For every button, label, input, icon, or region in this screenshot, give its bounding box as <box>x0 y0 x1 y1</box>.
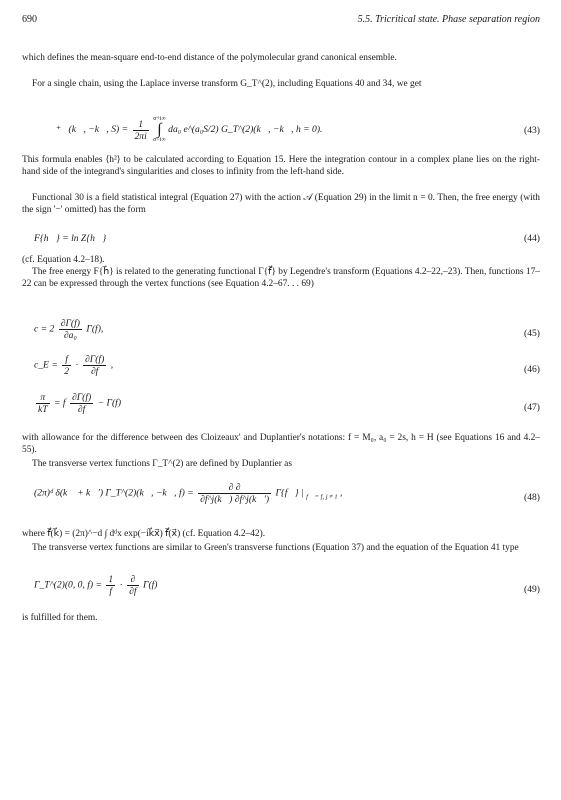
eq43-number: (43) <box>524 125 540 136</box>
paragraph: which defines the mean-square end-to-end distance of the polymolecular grand canonical ensemble. <box>22 53 397 63</box>
eq47-number: (47) <box>524 402 540 413</box>
eq48-condition: f⃗ = f, j ≠ 1 <box>306 493 338 501</box>
equation-47: $\frac{\pi}{kT}$ = f $\frac{\partial\Gamma(f)}{\partial f}$ − Γ(f) (47) <box>38 392 540 415</box>
paragraph: is fulfilled for them. <box>22 613 98 623</box>
paragraph: (cf. Equation 4.2–18). <box>22 255 105 265</box>
paragraph: where f⃗(k⃗) = (2π)^−d ∫ dᵈx exp(−ik⃗x⃗) f⃗(x⃗) (cf. Equation 4.2–42). <box>22 529 266 539</box>
eq43-integrand: da₀ e^(a₀S/2) G_T^(2)(k⃗, −k⃗, h = 0). <box>168 124 323 136</box>
eq44-body: F{h⃗} = ln Z{h⃗} <box>34 233 107 244</box>
equation-45: c = 2 $\frac{\partial\Gamma(f)}{\text{∂a₀}}$ Γ(f), (45) <box>34 318 540 341</box>
eq43-lhs: ⁺ℨ(k⃗, −k⃗, S) = <box>56 124 129 136</box>
eq43-coef-num: 1 <box>133 119 149 131</box>
page-number: 690 <box>22 14 37 25</box>
paragraph: Functional 30 is a field statistical integral (Equation 27) with the action 𝒜 (Equation 29) in the limit n = 0. Then, the free energy (with the sign '−' omitted) has the form <box>22 193 540 215</box>
integral-sign: σ+i∞ ∫ σ−i∞ <box>153 116 166 143</box>
paragraph: with allowance for the difference between des Cloizeaux' and Duplantier's notations: f = M₀, a₀ = 2s, h = H (see Equations 16 and 4.2–55). <box>22 433 540 455</box>
paragraph: This formula enables ⟨h²⟩ to be calculated according to Equation 15. Here the integration contour in a complex plane lies on the right-hand side of the integrand's singularities and closes to infinity from the left-hand side. <box>22 155 540 177</box>
eq45-number: (45) <box>524 328 540 339</box>
eq49-number: (49) <box>524 584 540 595</box>
page-header <box>22 14 540 28</box>
eq46-number: (46) <box>524 364 540 375</box>
paragraph: For a single chain, using the Laplace inverse transform G_T^(2), including Equations 40 and 34, we get <box>32 79 422 89</box>
equation-43 <box>22 112 540 148</box>
equation-44 <box>22 232 540 248</box>
equation-48: (2π)ᵈ δ(k⃗ + k⃗′) Γ_T^(2)(k⃗, −k⃗, f) = $\frac{\partial \partial}{\partial f\^{}j(k⃗) \partial f\^{}j(k⃗')}$ Γ{f⃗} | $_{f⃗ = f, j \ne 1}$ , (48) <box>34 482 540 505</box>
eq44-number: (44) <box>524 233 540 244</box>
running-title: 5.5. Tricritical state. Phase separation region <box>357 14 540 25</box>
paragraph: The transverse vertex functions Γ_T^(2) are defined by Duplantier as <box>32 459 292 469</box>
eq43-coef-den: 2πi <box>134 130 147 142</box>
paragraph: The free energy F{h⃗} is related to the generating functional Γ{f⃗} by Legendre's transform (Equations 4.2–22,–23). Then, functions 17–22 can be expressed through the vertex functions (see Equation 4.2–67. . . 69) <box>22 267 540 289</box>
equation-46: c_E = $\frac{f}{2}$ · $\frac{\partial\Gamma(f)}{\partial f}$ , (46) <box>34 354 540 377</box>
equation-49: Γ_T^(2)(0, 0, f) = $\frac{1}{f}$ · $\frac{\partial}{\partial f}$ Γ(f) (49) <box>34 574 540 597</box>
eq48-number: (48) <box>524 492 540 503</box>
paragraph: The transverse vertex functions are similar to Green's transverse functions (Equation 37) and the equation of the Equation 41 type <box>32 543 519 553</box>
